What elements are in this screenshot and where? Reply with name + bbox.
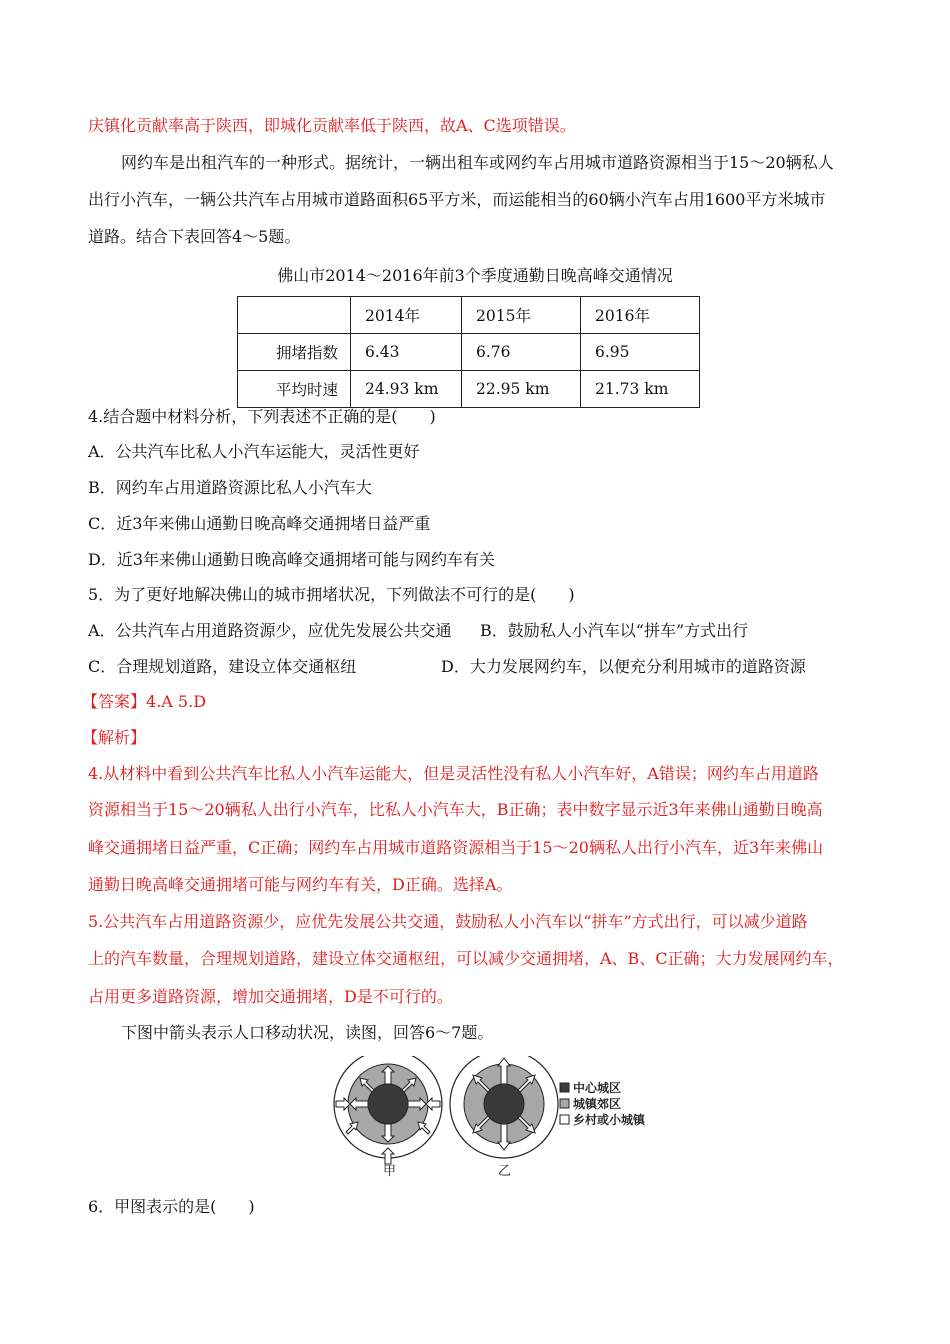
table-row — [238, 371, 700, 408]
population-movement-figure — [332, 1056, 662, 1178]
table-cell: 21.73 km — [581, 371, 700, 408]
legend-swatch-rural — [560, 1115, 569, 1124]
analysis-line-4: 通勤日晚高峰交通拥堵可能与网约车有关，D正确。选择A。 — [88, 875, 513, 894]
legend — [560, 1080, 646, 1127]
analysis-line-3: 峰交通拥堵日益严重，C正确；网约车占用城市道路资源相当于15～20辆私人出行小汽车，近3年来佛山 — [88, 838, 824, 857]
table-caption: 佛山市2014～2016年前3个季度通勤日晚高峰交通情况 — [277, 266, 673, 285]
q4-option-a: A．公共汽车比私人小汽车运能大，灵活性更好 — [88, 442, 420, 461]
legend-swatch-center — [560, 1083, 569, 1092]
table-cell: 6.76 — [462, 334, 581, 371]
table-cell: 22.95 km — [462, 371, 581, 408]
legend-suburb: 城镇郊区 — [573, 1097, 622, 1111]
legend-center: 中心城区 — [573, 1081, 622, 1095]
answer-line — [82, 690, 206, 714]
diagram-yi — [450, 1056, 558, 1158]
table-header-cell — [238, 297, 351, 334]
table-cell: 平均时速 — [238, 371, 351, 408]
answer-value: 4.A 5.D — [146, 692, 207, 711]
traffic-table — [237, 296, 700, 408]
table-header-row — [238, 297, 700, 334]
table-header-cell: 2016年 — [581, 297, 700, 334]
q4-option-c: C．近3年来佛山通勤日晚高峰交通拥堵日益严重 — [88, 514, 431, 533]
analysis-line-1: 4.从材料中看到公共汽车比私人小汽车运能大，但是灵活性没有私人小汽车好，A错误；网约车占用道路 — [88, 764, 819, 783]
analysis-line-7: 占用更多道路资源，增加交通拥堵，D是不可行的。 — [88, 987, 453, 1006]
q5-option-c: C．合理规划道路，建设立体交通枢纽 — [88, 657, 357, 676]
table-cell: 6.43 — [351, 334, 462, 371]
material-line-2: 出行小汽车，一辆公共汽车占用城市道路面积65平方米，而运能相当的60辆小汽车占用1600平方米城市 — [88, 190, 826, 209]
analysis-line-6: 上的汽车数量，合理规划道路，建设立体交通枢纽，可以减少交通拥堵，A、B、C正确；大力发展网约车， — [88, 949, 844, 968]
intro-continuation: 庆镇化贡献率高于陕西，即城化贡献率低于陕西，故A、C选项错误。 — [88, 116, 576, 135]
legend-rural: 乡村或小城镇 — [573, 1113, 646, 1127]
diagram-jia — [334, 1056, 442, 1164]
analysis-label: 【解析】 — [82, 728, 147, 747]
q6-stem: 6．甲图表示的是( ) — [88, 1197, 255, 1216]
analysis-line-5: 5.公共汽车占用道路资源少，应优先发展公共交通，鼓励私人小汽车以“拼车”方式出行，可以减少道路 — [88, 912, 808, 931]
label-jia: 甲 — [383, 1164, 397, 1178]
q5-stem: 5．为了更好地解决佛山的城市拥堵状况，下列做法不可行的是( ) — [88, 585, 575, 604]
q5-option-b: B．鼓励私人小汽车以“拼车”方式出行 — [480, 621, 749, 640]
q5-option-a: A．公共汽车占用道路资源少，应优先发展公共交通 — [88, 621, 452, 640]
q4-option-d: D．近3年来佛山通勤日晚高峰交通拥堵可能与网约车有关 — [88, 550, 496, 569]
table-header-cell: 2015年 — [462, 297, 581, 334]
table-cell: 拥堵指数 — [238, 334, 351, 371]
q4-option-b: B．网约车占用道路资源比私人小汽车大 — [88, 478, 372, 497]
table-row — [238, 334, 700, 371]
table-cell: 6.95 — [581, 334, 700, 371]
legend-swatch-suburb — [560, 1099, 569, 1108]
figure-intro: 下图中箭头表示人口移动状况，读图，回答6～7题。 — [121, 1023, 494, 1042]
table-header-cell: 2014年 — [351, 297, 462, 334]
table-cell: 24.93 km — [351, 371, 462, 408]
q5-option-d: D．大力发展网约车，以便充分利用城市的道路资源 — [441, 657, 806, 676]
q4-stem: 4.结合题中材料分析，下列表述不正确的是( ) — [88, 407, 436, 426]
answer-label: 【答案】 — [82, 692, 147, 711]
material-line-1: 网约车是出租汽车的一种形式。据统计，一辆出租车或网约车占用城市道路资源相当于15～20辆私人 — [121, 153, 834, 172]
label-yi: 乙 — [498, 1164, 512, 1178]
material-line-3: 道路。结合下表回答4～5题。 — [88, 227, 301, 246]
analysis-line-2: 资源相当于15～20辆私人出行小汽车，比私人小汽车大，B正确；表中数字显示近3年来佛山通勤日晚高 — [88, 800, 823, 819]
